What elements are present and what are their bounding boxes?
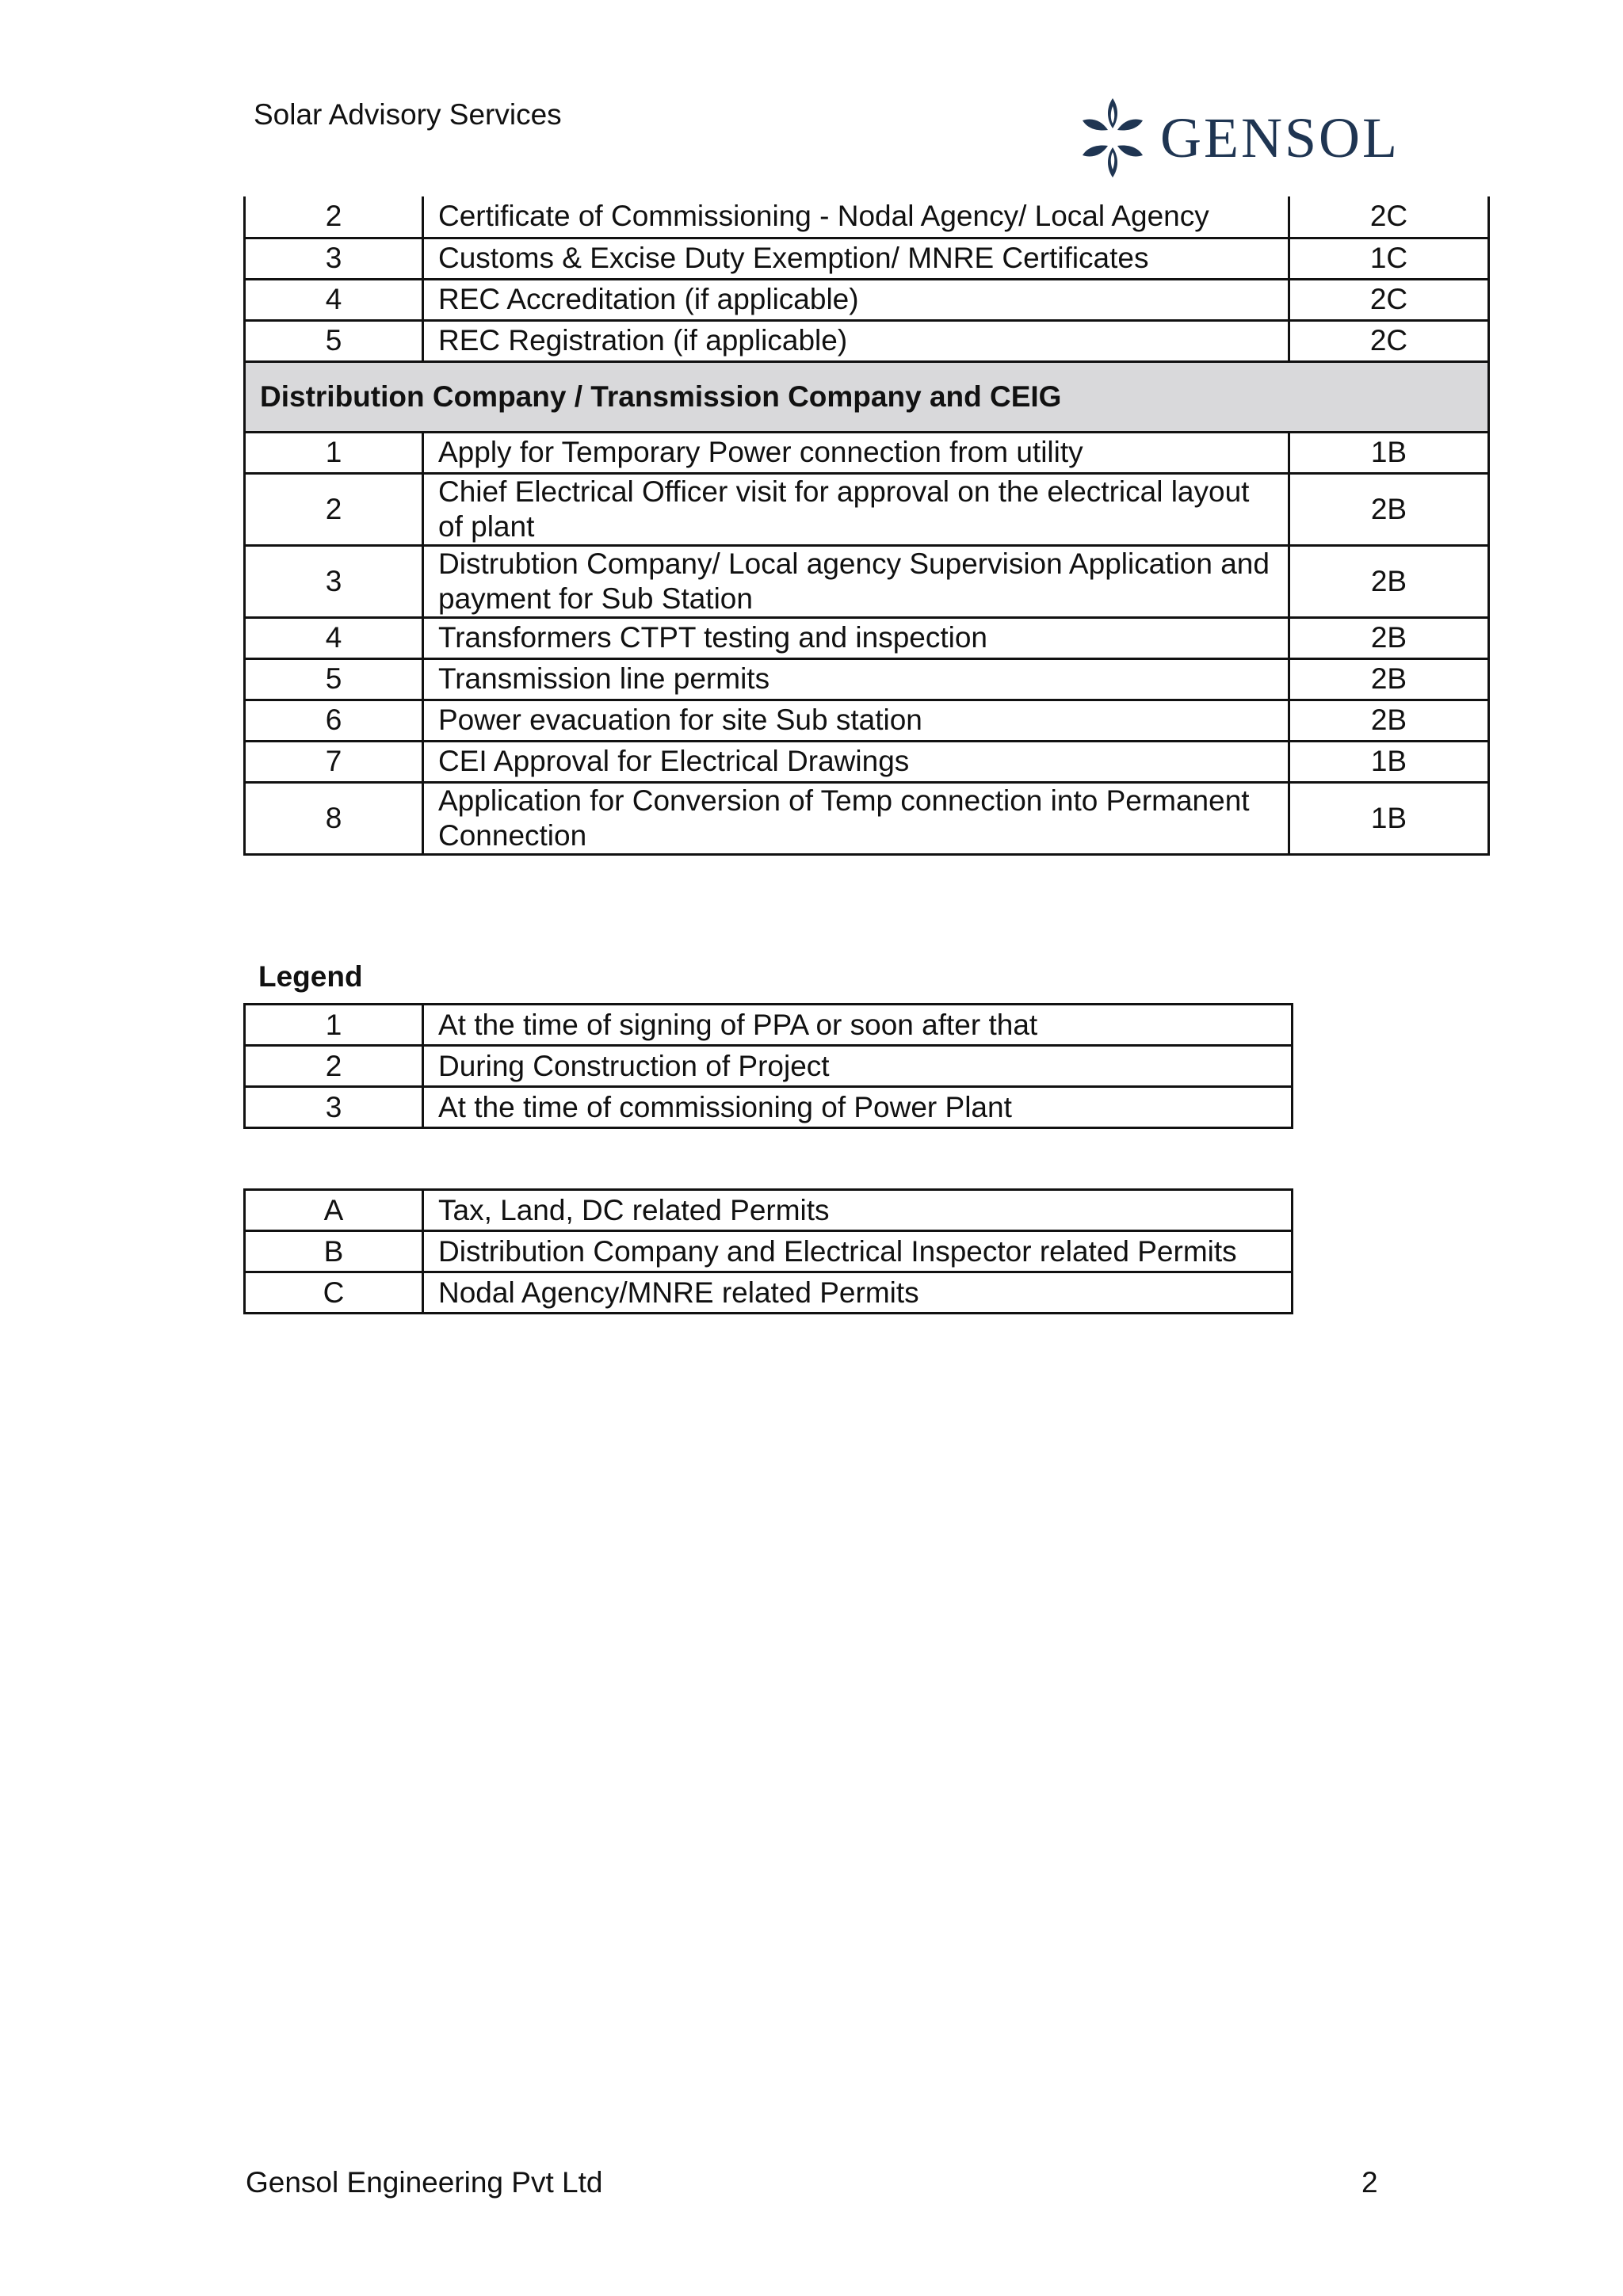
- row-code: 2B: [1289, 545, 1489, 617]
- row-number: 5: [245, 658, 423, 700]
- row-description: REC Registration (if applicable): [423, 320, 1289, 361]
- legend-row: [245, 1231, 1293, 1272]
- legend-row: [245, 1046, 1293, 1087]
- row-number: 7: [245, 741, 423, 782]
- row-code: 1B: [1289, 782, 1489, 854]
- row-code: 2B: [1289, 617, 1489, 658]
- row-number: 2: [245, 196, 423, 238]
- row-number: 2: [245, 473, 423, 545]
- table-row: [245, 320, 1489, 361]
- row-number: 6: [245, 700, 423, 741]
- legend-description: Nodal Agency/MNRE related Permits: [423, 1272, 1293, 1314]
- section-title: Distribution Company / Transmission Company and CEIG: [245, 361, 1489, 432]
- table-row: [245, 658, 1489, 700]
- table-row: [245, 238, 1489, 279]
- gensol-leaf-logo-icon: [1076, 93, 1149, 182]
- row-description: CEI Approval for Electrical Drawings: [423, 741, 1289, 782]
- legend-row: [245, 1005, 1293, 1046]
- footer-company: Gensol Engineering Pvt Ltd: [246, 2166, 603, 2199]
- row-code: 2B: [1289, 700, 1489, 741]
- row-number: 3: [245, 545, 423, 617]
- row-number: 4: [245, 279, 423, 320]
- legend-description: During Construction of Project: [423, 1046, 1293, 1087]
- row-number: 3: [245, 238, 423, 279]
- table-row: [245, 741, 1489, 782]
- permits-table: [243, 196, 1490, 856]
- header-title: Solar Advisory Services: [254, 98, 562, 131]
- row-code: 2C: [1289, 196, 1489, 238]
- row-description: Transmission line permits: [423, 658, 1289, 700]
- row-code: 1B: [1289, 741, 1489, 782]
- row-number: 4: [245, 617, 423, 658]
- row-number: 1: [245, 432, 423, 473]
- row-code: 2B: [1289, 473, 1489, 545]
- row-description: Application for Conversion of Temp connection into Permanent Connection: [423, 782, 1289, 854]
- row-description: Chief Electrical Officer visit for approval on the electrical layout of plant: [423, 473, 1289, 545]
- row-code: 1B: [1289, 432, 1489, 473]
- legend-key: 1: [245, 1005, 423, 1046]
- table-row: [245, 617, 1489, 658]
- table-row: [245, 279, 1489, 320]
- section-header-row: [245, 361, 1489, 432]
- row-code: 2C: [1289, 279, 1489, 320]
- legend-heading: Legend: [258, 960, 363, 993]
- row-description: Power evacuation for site Sub station: [423, 700, 1289, 741]
- table-row: [245, 545, 1489, 617]
- page-number: 2: [1361, 2166, 1378, 2199]
- table-row: [245, 700, 1489, 741]
- row-number: 5: [245, 320, 423, 361]
- legend-description: Tax, Land, DC related Permits: [423, 1190, 1293, 1231]
- legend-row: [245, 1087, 1293, 1128]
- table-row: [245, 196, 1489, 238]
- row-description: Apply for Temporary Power connection from utility: [423, 432, 1289, 473]
- legend-description: At the time of signing of PPA or soon after that: [423, 1005, 1293, 1046]
- legend-key: 3: [245, 1087, 423, 1128]
- legend-category-table: [243, 1188, 1293, 1314]
- table-row: [245, 473, 1489, 545]
- table-row: [245, 782, 1489, 854]
- table-row: [245, 432, 1489, 473]
- row-code: 2C: [1289, 320, 1489, 361]
- legend-row: [245, 1272, 1293, 1314]
- company-logo: [1076, 93, 1400, 182]
- legend-key: B: [245, 1231, 423, 1272]
- row-code: 1C: [1289, 238, 1489, 279]
- row-description: Certificate of Commissioning - Nodal Agency/ Local Agency: [423, 196, 1289, 238]
- row-number: 8: [245, 782, 423, 854]
- row-description: Customs & Excise Duty Exemption/ MNRE Certificates: [423, 238, 1289, 279]
- row-description: Transformers CTPT testing and inspection: [423, 617, 1289, 658]
- row-code: 2B: [1289, 658, 1489, 700]
- row-description: REC Accreditation (if applicable): [423, 279, 1289, 320]
- legend-description: At the time of commissioning of Power Plant: [423, 1087, 1293, 1128]
- legend-description: Distribution Company and Electrical Inspector related Permits: [423, 1231, 1293, 1272]
- legend-key: 2: [245, 1046, 423, 1087]
- legend-key: A: [245, 1190, 423, 1231]
- logo-text: GENSOL: [1160, 105, 1400, 170]
- legend-key: C: [245, 1272, 423, 1314]
- legend-timing-table: [243, 1003, 1293, 1129]
- legend-row: [245, 1190, 1293, 1231]
- row-description: Distrubtion Company/ Local agency Supervision Application and payment for Sub Station: [423, 545, 1289, 617]
